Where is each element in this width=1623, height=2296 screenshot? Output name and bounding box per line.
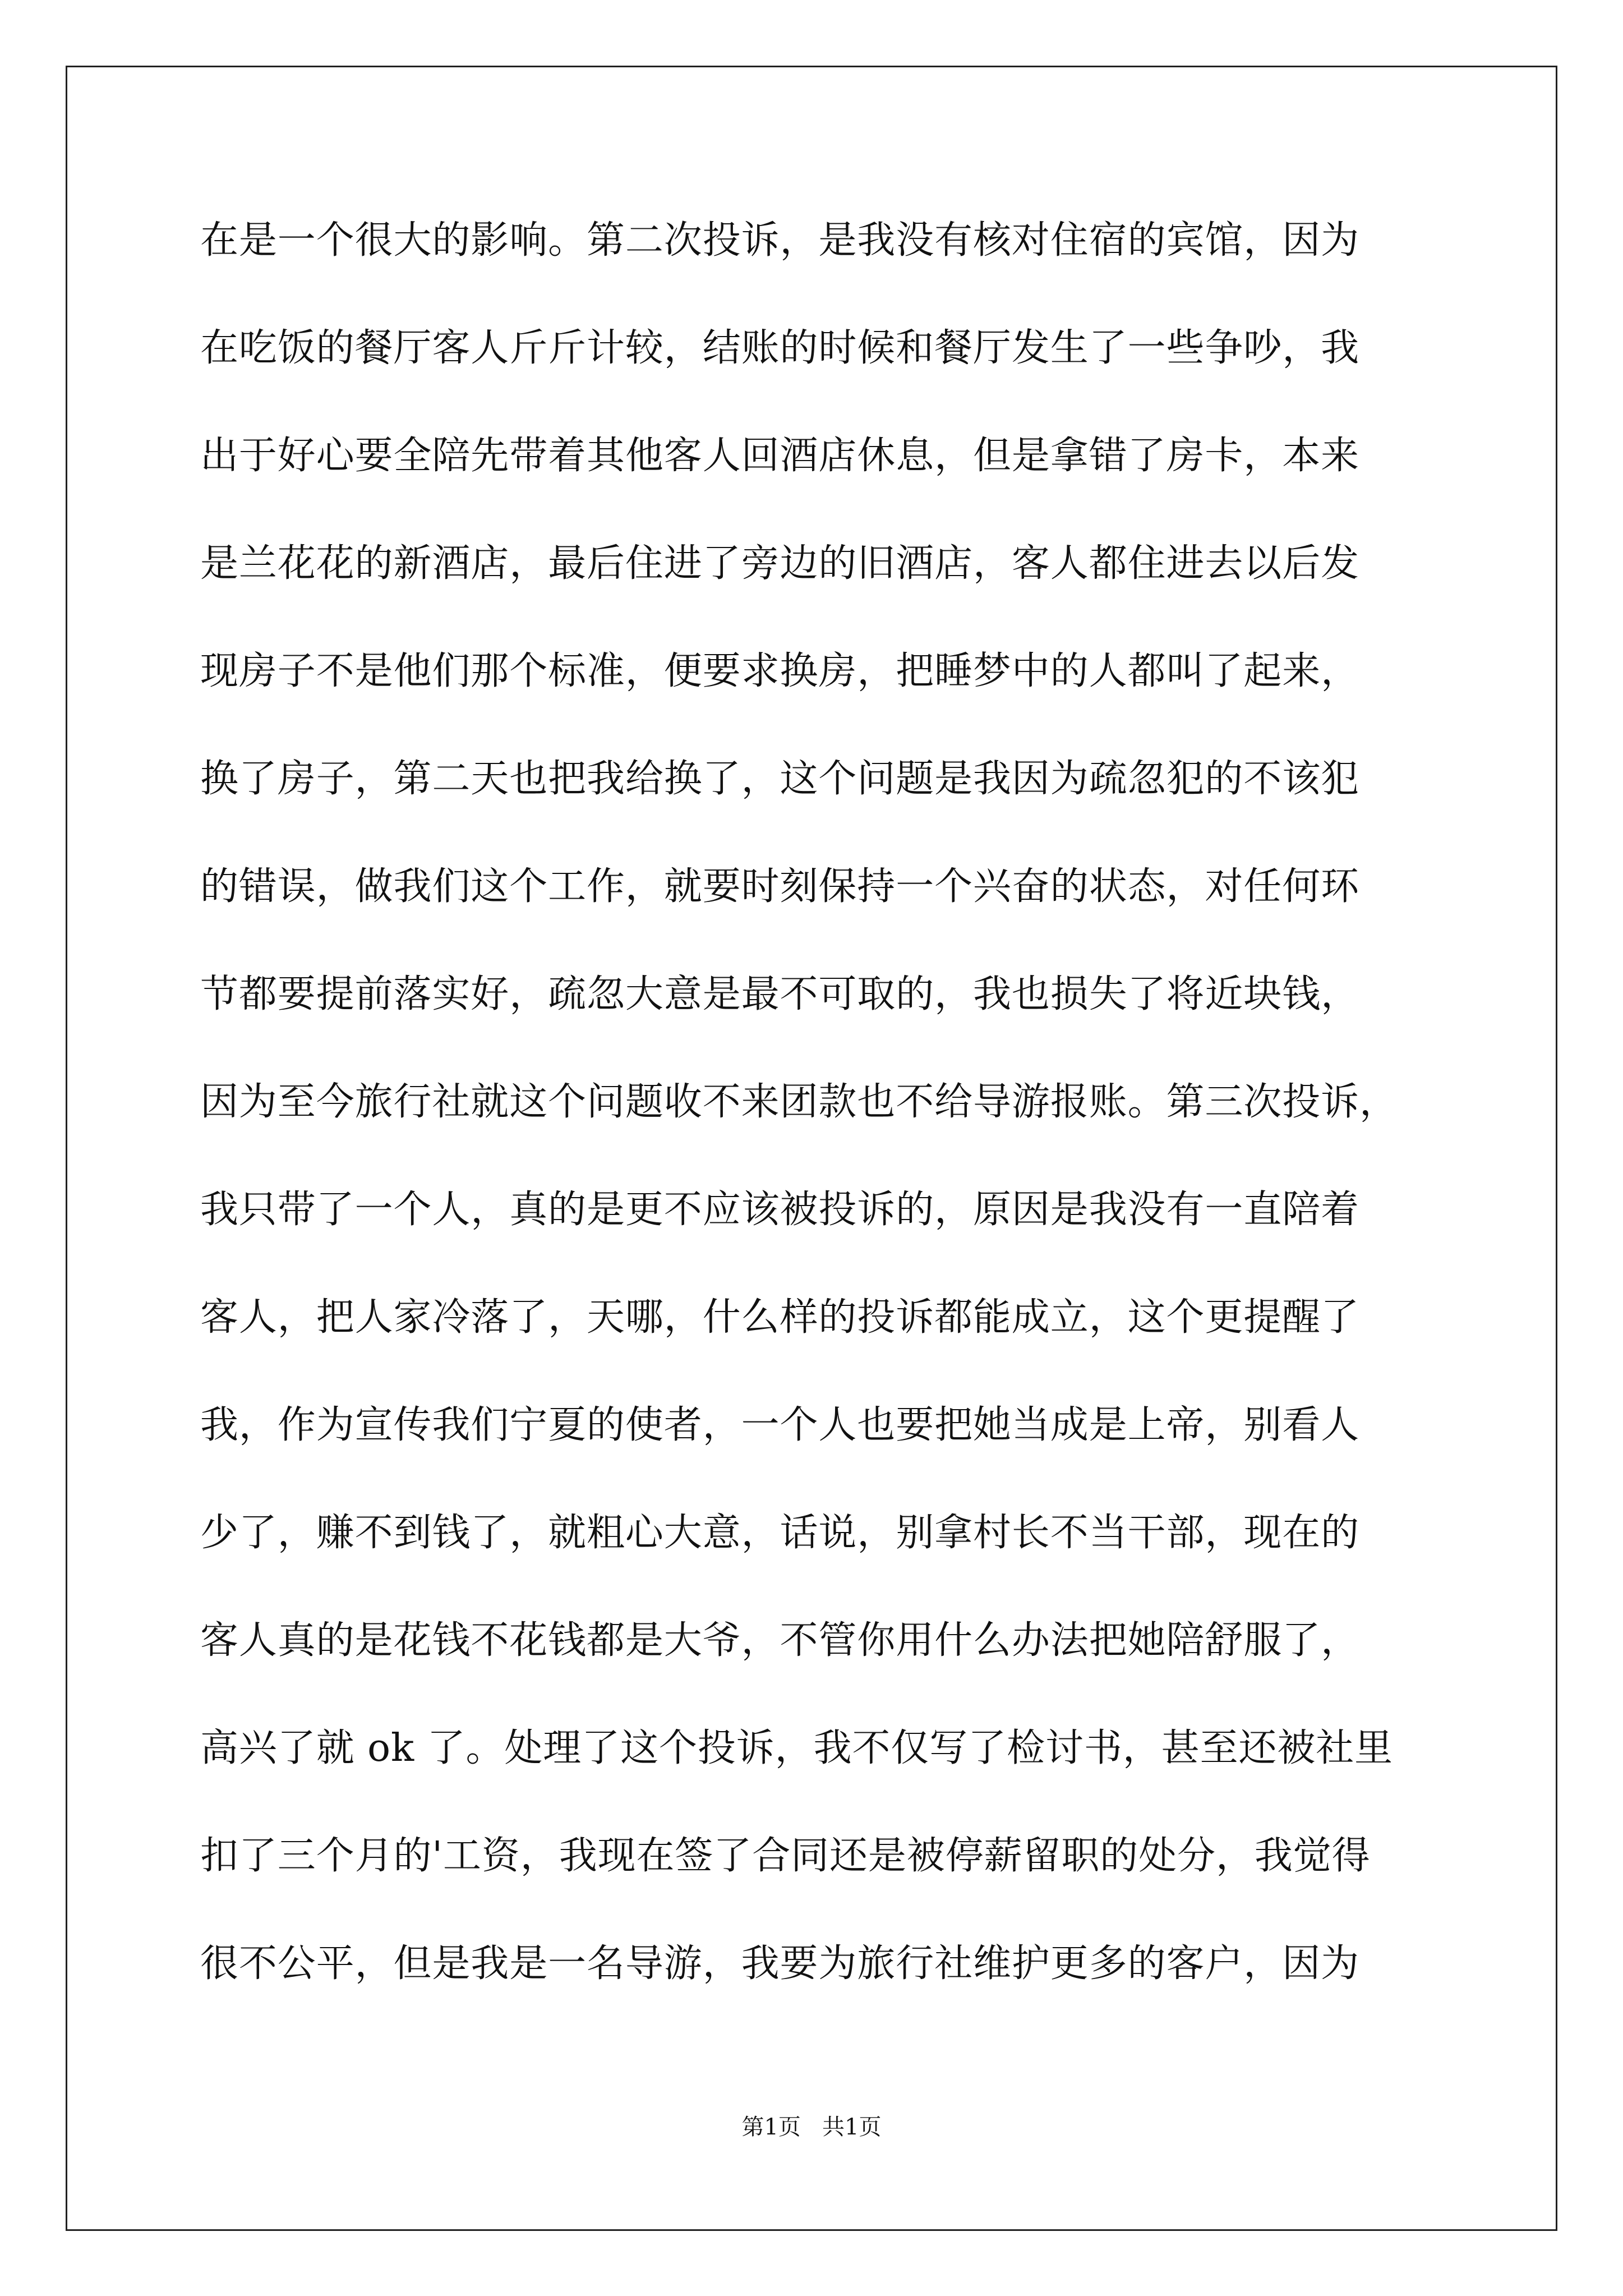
text-line: 因为至今旅行社就这个问题收不来团款也不给导游报账。第三次投诉，: [200, 1080, 1398, 1124]
text-line: 在是一个很大的影响。第二次投诉，是我没有核对住宿的宾馆，因为: [200, 218, 1360, 263]
text-line: 扣了三个月的'工资，我现在签了合同还是被停薪留职的处分，我觉得: [200, 1834, 1371, 1878]
text-line: 我，作为宣传我们宁夏的使者，一个人也要把她当成是上帝，别看人: [200, 1403, 1360, 1447]
text-line: 高兴了就 ok 了。处理了这个投诉，我不仅写了检讨书，甚至还被社里: [200, 1726, 1394, 1770]
text-line: 是兰花花的新酒店，最后住进了旁边的旧酒店，客人都住进去以后发: [200, 541, 1360, 586]
text-line: 很不公平，但是我是一名导游，我要为旅行社维护更多的客户，因为: [200, 1941, 1360, 1986]
page-number-footer: 第1页 共1页: [741, 2114, 882, 2140]
text-line: 少了，赚不到钱了，就粗心大意，话说，别拿村长不当干部，现在的: [200, 1511, 1360, 1555]
text-line: 的错误，做我们这个工作，就要时刻保持一个兴奋的状态，对任何环: [200, 864, 1360, 909]
text-line: 在吃饭的餐厅客人斤斤计较，结账的时候和餐厅发生了一些争吵，我: [200, 326, 1360, 370]
text-line: 换了房子，第二天也把我给换了，这个问题是我因为疏忽犯的不该犯: [200, 757, 1360, 801]
text-line: 客人真的是花钱不花钱都是大爷，不管你用什么办法把她陪舒服了，: [200, 1618, 1360, 1663]
text-line: 节都要提前落实好，疏忽大意是最不可取的，我也损失了将近块钱，: [200, 972, 1360, 1016]
text-line: 出于好心要全陪先带着其他客人回酒店休息，但是拿错了房卡，本来: [200, 434, 1360, 478]
document-body: [200, 218, 1468, 2049]
text-line: 现房子不是他们那个标准，便要求换房，把睡梦中的人都叫了起来，: [200, 649, 1360, 693]
text-line: 我只带了一个人，真的是更不应该被投诉的，原因是我没有一直陪着: [200, 1188, 1360, 1232]
text-line: 客人，把人家冷落了，天哪，什么样的投诉都能成立，这个更提醒了: [200, 1295, 1360, 1340]
